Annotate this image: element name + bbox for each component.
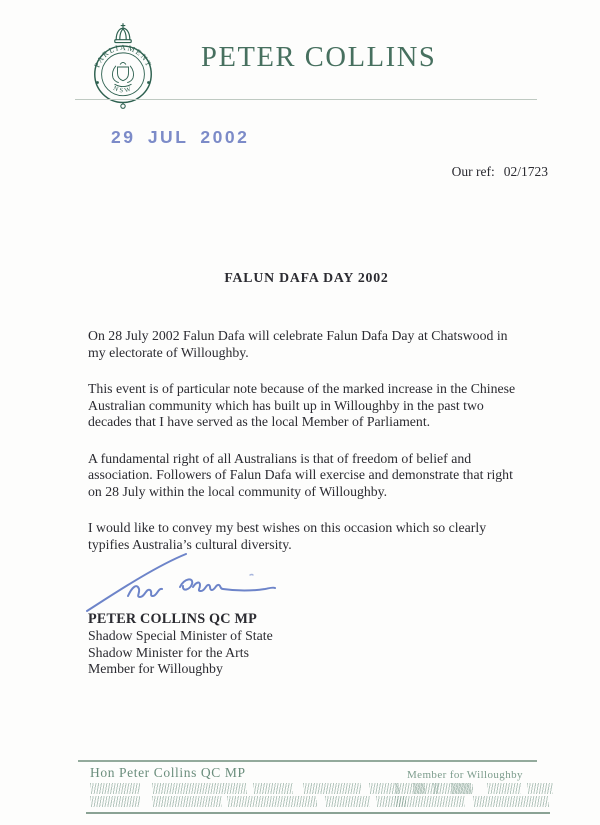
letter-body (88, 328, 525, 573)
paragraph-3: A fundamental right of all Australians is that of freedom of belief and association. Followers of Falun Dafa will exercise and demonstrate that right on 28 July within the local community of Willoughby. (88, 450, 513, 499)
signoff-block (88, 611, 273, 678)
logo-nsw-text: NSW (112, 85, 134, 95)
header-divider (75, 99, 537, 100)
footer-role: Member for Willoughby (407, 769, 523, 781)
signatory-role-2: Shadow Minister for the Arts (88, 644, 249, 660)
paragraph-1: On 28 July 2002 Falun Dafa will celebrate Falun Dafa Day at Chatswood in my electorate of Willoughby. (88, 328, 508, 360)
reference-label: Our ref: (451, 164, 495, 179)
signatory-role-1: Shadow Special Minister of State (88, 628, 273, 644)
footer-bottom-divider (86, 812, 550, 814)
signatory-name: PETER COLLINS QC MP (88, 611, 257, 627)
reference-line (452, 164, 548, 180)
paragraph-4: I would like to convey my best wishes on this occasion which so clearly typifies Australia’s cultural diversity. (88, 520, 487, 552)
signature-image (82, 553, 300, 615)
signatory-role-3: Member for Willoughby (88, 661, 223, 677)
reference-value: 02/1723 (503, 164, 548, 179)
footer-contact-blur-row (395, 796, 549, 807)
footer-top-divider (78, 760, 537, 762)
coat-of-arms (112, 62, 133, 86)
letter-title: FALUN DAFA DAY 2002 (224, 270, 389, 285)
footer-contact-blur-row (395, 783, 553, 794)
footer-contact-blur-row (90, 796, 406, 807)
letterhead-name: PETER COLLINS (201, 42, 437, 73)
footer-name: Hon Peter Collins QC MP (90, 765, 246, 780)
crown-icon (115, 24, 131, 43)
paragraph-2: This event is of particular note because of the marked increase in the Chinese Australian community which has built up in Willoughby in the past two decades that I have served as the local Member of Parliament. (88, 381, 516, 429)
logo-ring-text: PARLIAMENT (92, 42, 154, 69)
received-date-stamp: 29 JUL 2002 (111, 127, 250, 147)
svg-text:PARLIAMENT (92, 43, 153, 69)
